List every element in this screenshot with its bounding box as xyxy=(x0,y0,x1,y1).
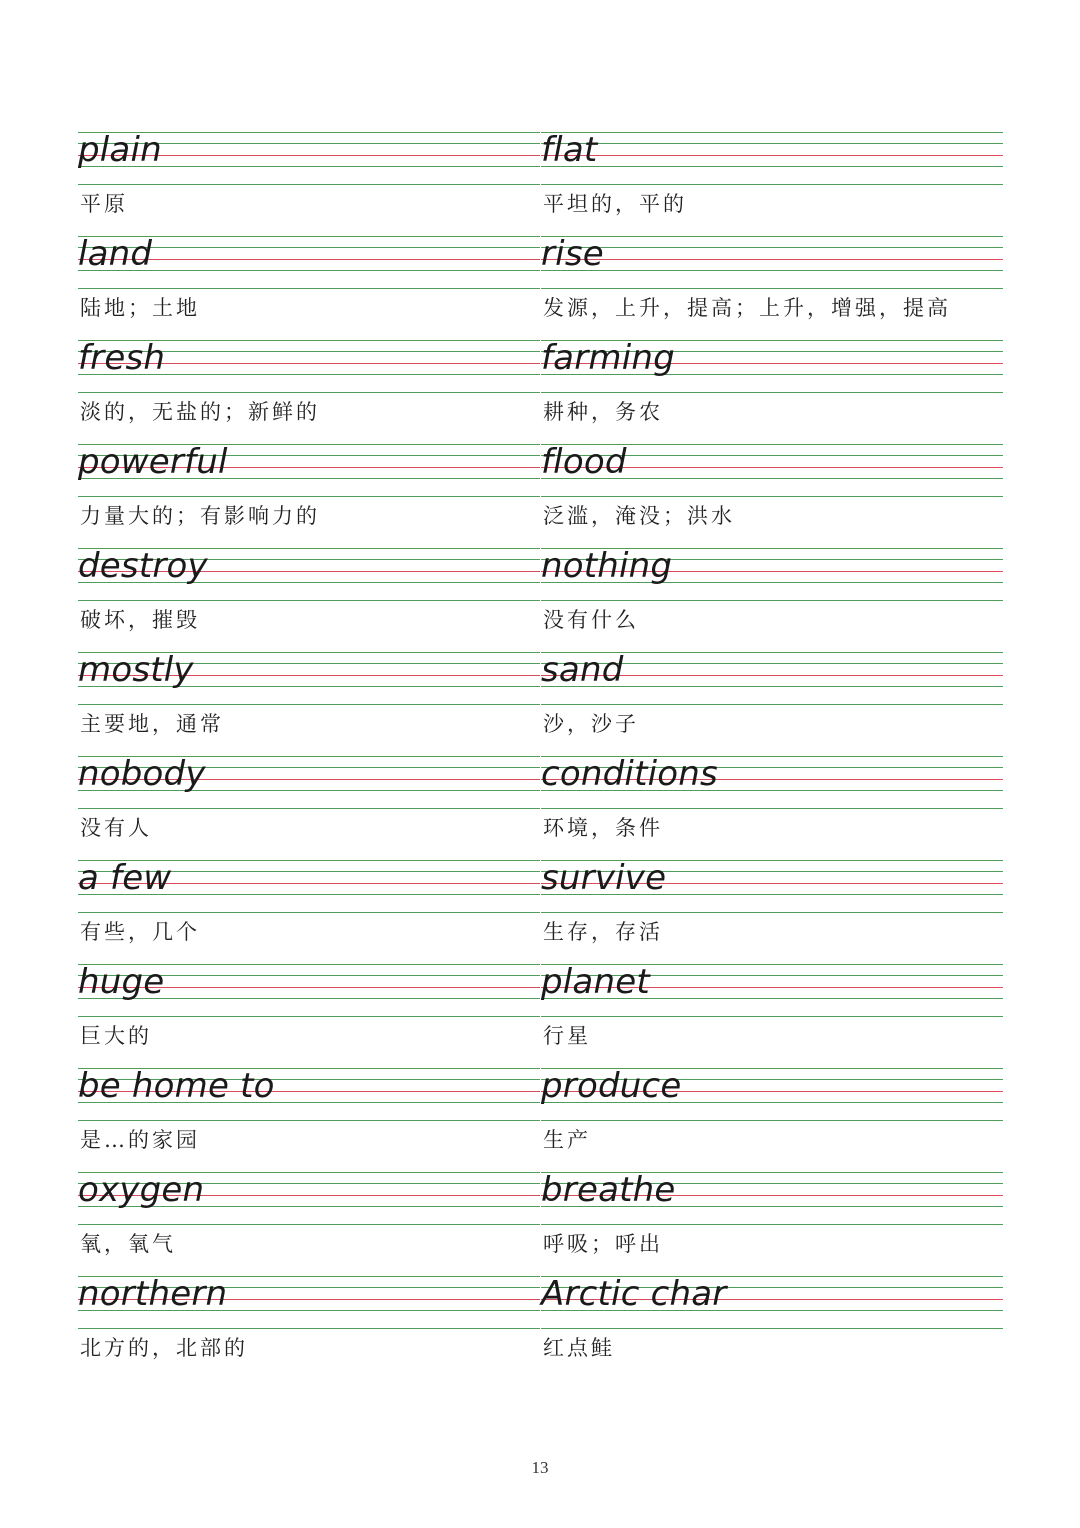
vocab-row xyxy=(78,1172,1003,1276)
vocab-entry xyxy=(78,548,540,652)
vocab-entry xyxy=(541,652,1003,756)
vocab-entry xyxy=(78,1068,540,1172)
english-word: be home to xyxy=(78,1066,275,1106)
vocab-row xyxy=(78,444,1003,548)
vocab-entry xyxy=(541,1276,1003,1380)
guide-line xyxy=(78,184,540,185)
vocab-entry xyxy=(541,756,1003,860)
chinese-meaning: 行星 xyxy=(543,1024,591,1048)
guide-line xyxy=(541,1224,1003,1225)
guide-line xyxy=(541,496,1003,497)
english-word: destroy xyxy=(78,546,208,586)
guide-line xyxy=(78,600,540,601)
guide-line xyxy=(541,808,1003,809)
vocab-entry xyxy=(541,132,1003,236)
chinese-meaning: 是…的家园 xyxy=(80,1128,200,1152)
chinese-meaning: 淡的，无盐的；新鲜的 xyxy=(80,400,320,424)
vocab-row xyxy=(78,1068,1003,1172)
guide-line xyxy=(78,1120,540,1121)
english-word: farming xyxy=(541,338,675,378)
vocab-row xyxy=(78,132,1003,236)
chinese-meaning: 主要地，通常 xyxy=(80,712,224,736)
vocab-row xyxy=(78,652,1003,756)
guide-line xyxy=(541,288,1003,289)
guide-line xyxy=(541,143,1003,144)
chinese-meaning: 没有什么 xyxy=(543,608,639,632)
guide-line xyxy=(541,704,1003,705)
guide-line xyxy=(78,392,540,393)
vocab-entry xyxy=(541,340,1003,444)
chinese-meaning: 沙，沙子 xyxy=(543,712,639,736)
english-word: sand xyxy=(541,650,624,690)
english-word: powerful xyxy=(78,442,228,482)
vocab-row xyxy=(78,236,1003,340)
vocab-row xyxy=(78,1276,1003,1380)
guide-line xyxy=(541,184,1003,185)
chinese-meaning: 氧，氧气 xyxy=(80,1232,176,1256)
chinese-meaning: 生存，存活 xyxy=(543,920,663,944)
chinese-meaning: 呼吸；呼出 xyxy=(543,1232,663,1256)
vocab-row xyxy=(78,860,1003,964)
english-word: oxygen xyxy=(78,1170,205,1210)
guide-line xyxy=(78,808,540,809)
english-word: fresh xyxy=(78,338,166,378)
chinese-meaning: 北方的，北部的 xyxy=(80,1336,248,1360)
vocab-entry xyxy=(78,1172,540,1276)
vocab-entry xyxy=(78,340,540,444)
vocab-entry xyxy=(541,964,1003,1068)
vocab-entry xyxy=(78,236,540,340)
chinese-meaning: 耕种，务农 xyxy=(543,400,663,424)
page-number: 13 xyxy=(531,1458,549,1477)
vocab-entry xyxy=(78,964,540,1068)
vocab-row xyxy=(78,548,1003,652)
english-word: produce xyxy=(541,1066,682,1106)
guide-line xyxy=(78,1016,540,1017)
vocab-row xyxy=(78,340,1003,444)
guide-line xyxy=(78,288,540,289)
guide-line xyxy=(541,912,1003,913)
vocab-entry xyxy=(78,860,540,964)
baseline xyxy=(541,259,1003,260)
vocab-entry xyxy=(78,652,540,756)
guide-line xyxy=(78,1224,540,1225)
vocab-row xyxy=(78,964,1003,1068)
guide-line xyxy=(541,1016,1003,1017)
vocab-entry xyxy=(541,860,1003,964)
vocab-entry xyxy=(541,548,1003,652)
guide-line xyxy=(541,247,1003,248)
vocab-entry xyxy=(78,1276,540,1380)
english-word: planet xyxy=(541,962,650,1002)
english-word: breathe xyxy=(541,1170,676,1210)
english-word: huge xyxy=(78,962,165,1002)
chinese-meaning: 发源，上升，提高；上升，增强，提高 xyxy=(543,296,951,320)
english-word: a few xyxy=(78,858,172,898)
vocab-entry xyxy=(541,1068,1003,1172)
vocab-row xyxy=(78,756,1003,860)
chinese-meaning: 没有人 xyxy=(80,816,152,840)
guide-line xyxy=(541,166,1003,167)
vocab-entry xyxy=(541,444,1003,548)
guide-line xyxy=(541,392,1003,393)
english-word: survive xyxy=(541,858,667,898)
guide-line xyxy=(78,704,540,705)
vocab-entry xyxy=(78,132,540,236)
chinese-meaning: 有些，几个 xyxy=(80,920,200,944)
english-word: Arctic char xyxy=(541,1274,727,1314)
chinese-meaning: 力量大的；有影响力的 xyxy=(80,504,320,528)
chinese-meaning: 生产 xyxy=(543,1128,591,1152)
english-word: mostly xyxy=(78,650,194,690)
english-word: flat xyxy=(541,130,598,170)
chinese-meaning: 环境，条件 xyxy=(543,816,663,840)
guide-line xyxy=(541,1120,1003,1121)
chinese-meaning: 破坏，摧毁 xyxy=(80,608,200,632)
chinese-meaning: 陆地；土地 xyxy=(80,296,200,320)
vocab-entry xyxy=(78,756,540,860)
guide-line xyxy=(541,1328,1003,1329)
english-word: conditions xyxy=(541,754,718,794)
guide-line xyxy=(78,912,540,913)
english-word: nobody xyxy=(78,754,206,794)
chinese-meaning: 泛滥，淹没；洪水 xyxy=(543,504,735,528)
english-word: land xyxy=(78,234,153,274)
chinese-meaning: 巨大的 xyxy=(80,1024,152,1048)
guide-line xyxy=(78,1328,540,1329)
english-word: rise xyxy=(541,234,604,274)
english-word: nothing xyxy=(541,546,673,586)
chinese-meaning: 平坦的，平的 xyxy=(543,192,687,216)
baseline xyxy=(541,155,1003,156)
chinese-meaning: 红点鲑 xyxy=(543,1336,615,1360)
guide-line xyxy=(541,236,1003,237)
guide-line xyxy=(78,496,540,497)
vocab-entry xyxy=(541,1172,1003,1276)
guide-line xyxy=(541,132,1003,133)
vocab-entry xyxy=(78,444,540,548)
english-word: northern xyxy=(78,1274,228,1314)
vocab-entry xyxy=(541,236,1003,340)
english-word: plain xyxy=(78,130,162,170)
guide-line xyxy=(541,600,1003,601)
english-word: flood xyxy=(541,442,627,482)
chinese-meaning: 平原 xyxy=(80,192,128,216)
guide-line xyxy=(541,270,1003,271)
